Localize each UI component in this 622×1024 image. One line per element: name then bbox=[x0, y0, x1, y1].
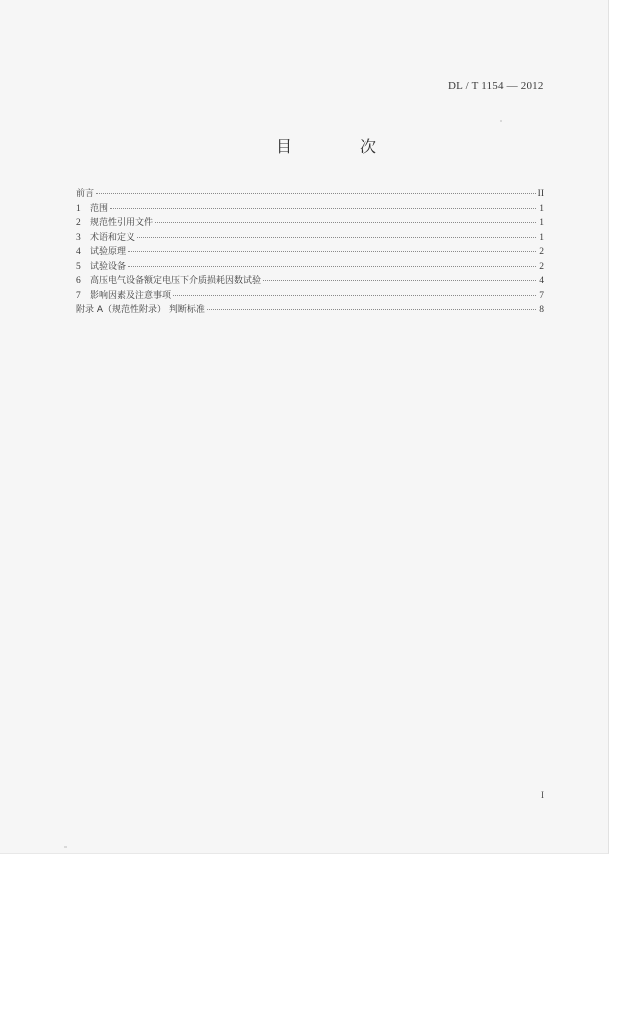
toc-entry-page: 7 bbox=[539, 290, 544, 301]
dot-leader bbox=[128, 266, 536, 267]
toc-entry-page: 8 bbox=[539, 305, 544, 315]
toc-entry-scope[interactable] bbox=[76, 201, 544, 216]
table-of-contents bbox=[76, 186, 544, 317]
toc-entry-dielectric-loss-test[interactable] bbox=[76, 273, 544, 288]
toc-entry-page: 2 bbox=[539, 247, 544, 257]
toc-entry-number: 4 bbox=[76, 247, 81, 257]
toc-entry-label: 高压电气设备额定电压下介质损耗因数试验 bbox=[90, 276, 262, 286]
toc-entry-number: 6 bbox=[76, 276, 81, 286]
toc-entry-test-principle[interactable] bbox=[76, 244, 544, 259]
toc-entry-page: 2 bbox=[539, 261, 544, 272]
scan-speck bbox=[64, 846, 67, 848]
dot-leader bbox=[173, 295, 536, 296]
toc-entry-label: 附录 A（规范性附录） 判断标准 bbox=[76, 305, 205, 315]
dot-leader bbox=[110, 208, 536, 209]
page-number: I bbox=[541, 790, 544, 800]
dot-leader bbox=[128, 251, 536, 252]
dot-leader bbox=[263, 280, 536, 281]
toc-entry-label: 影响因素及注意事项 bbox=[90, 290, 172, 301]
toc-entry-number: 7 bbox=[76, 290, 81, 301]
toc-entry-test-equipment[interactable] bbox=[76, 259, 544, 274]
toc-entry-number: 3 bbox=[76, 232, 81, 243]
toc-entry-page: 4 bbox=[539, 276, 544, 286]
toc-entry-page: 1 bbox=[539, 218, 544, 228]
standard-code: DL / T 1154 — 2012 bbox=[448, 80, 544, 92]
toc-entry-number: 2 bbox=[76, 218, 81, 228]
dot-leader bbox=[96, 193, 536, 194]
toc-entry-label: 试验设备 bbox=[90, 261, 127, 272]
toc-entry-label: 术语和定义 bbox=[90, 232, 136, 243]
dot-leader bbox=[137, 237, 536, 238]
toc-entry-influencing-factors[interactable] bbox=[76, 288, 544, 303]
toc-title: 目 次 bbox=[276, 137, 403, 156]
toc-entry-page: 1 bbox=[539, 203, 544, 214]
toc-entry-number: 5 bbox=[76, 261, 81, 272]
dot-leader bbox=[155, 222, 536, 223]
toc-entry-label: 规范性引用文件 bbox=[90, 218, 154, 228]
toc-entry-appendix-a[interactable] bbox=[76, 302, 544, 317]
toc-entry-page: 1 bbox=[539, 232, 544, 243]
dot-leader bbox=[207, 309, 536, 310]
toc-entry-terms-definitions[interactable] bbox=[76, 230, 544, 245]
toc-entry-label: 前言 bbox=[76, 189, 95, 199]
toc-entry-label: 范围 bbox=[90, 203, 109, 214]
toc-entry-foreword[interactable] bbox=[76, 186, 544, 201]
toc-entry-number: 1 bbox=[76, 203, 81, 214]
toc-entry-page: II bbox=[537, 189, 544, 199]
toc-entry-normative-references[interactable] bbox=[76, 215, 544, 230]
toc-entry-label: 试验原理 bbox=[90, 247, 127, 257]
scan-speck bbox=[500, 120, 502, 122]
